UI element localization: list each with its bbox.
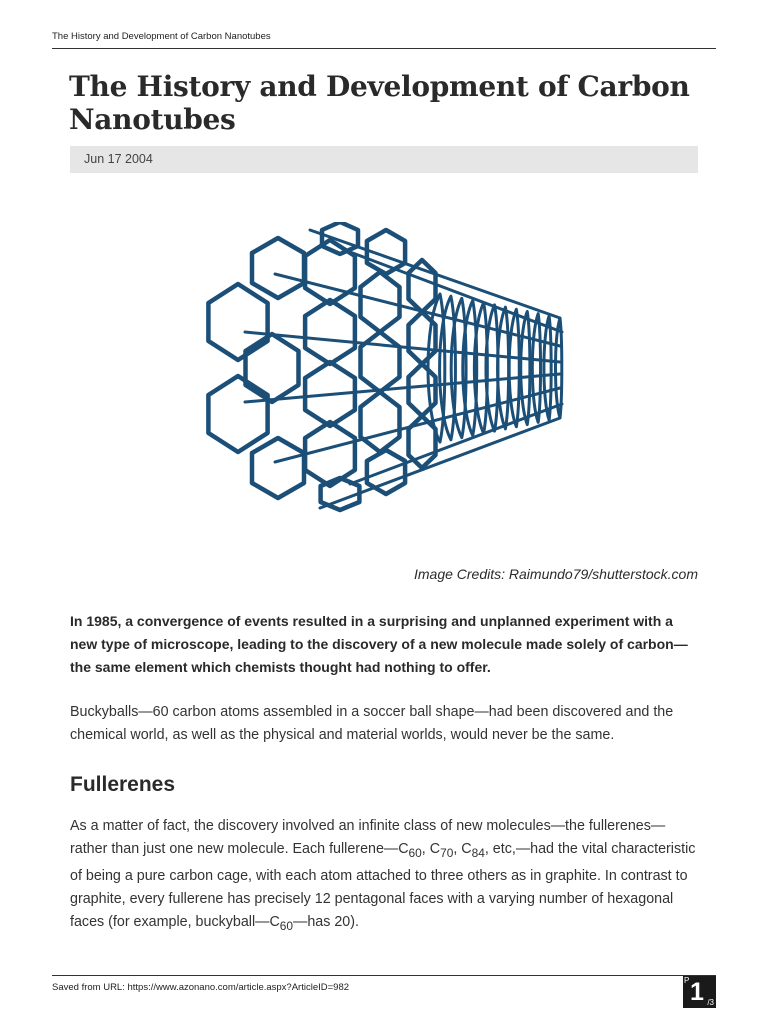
subscript-60-buckyball: 60 — [279, 918, 294, 933]
image-credit: Image Credits: Raimundo79/shutterstock.com — [413, 566, 698, 582]
page-number: 1 — [690, 978, 704, 1006]
saved-from-url: Saved from URL: https://www.azonano.com/article.aspx?ArticleID=982 — [52, 982, 350, 993]
date-bar — [70, 146, 698, 173]
page-number-badge — [683, 976, 716, 1008]
subscript-84: 84 — [471, 845, 485, 860]
header-divider — [52, 48, 716, 49]
subscript-60: 60 — [408, 845, 422, 860]
lead-paragraph: In 1985, a convergence of events resulted in a surprising and unplanned experiment with a new type of microscope, leading to the discovery of a new molecule made solely of carbon—the same element which chemists thought had nothing to offer. — [70, 613, 688, 675]
paragraph-buckyballs: Buckyballs—60 carbon atoms assembled in a soccer ball shape—had been discovered and the chemical world, as well as the physical and material worlds, would never be the same. — [70, 704, 674, 743]
page-total: /3 — [707, 998, 714, 1007]
subscript-70: 70 — [440, 845, 454, 860]
fullerenes-text-3: , C — [453, 841, 472, 857]
footer-divider — [52, 975, 716, 976]
article-date: Jun 17 2004 — [84, 152, 153, 166]
section-heading-fullerenes: Fullerenes — [70, 773, 176, 796]
running-header-title: The History and Development of Carbon Nanotubes — [52, 31, 271, 42]
page-prefix: P — [684, 976, 690, 985]
fullerenes-text-2: , C — [421, 841, 441, 857]
fullerenes-text-5: —has 20). — [293, 913, 359, 930]
article-title: The History and Development of Carbon Nanotubes — [69, 70, 690, 136]
fullerenes-text-4: , etc,—had the vital characteristic of being a pure carbon cage, with each atom attached to three others as in graphite. In contrast to graphite, every fullerene has precisely 12 pentagonal faces with a varying number of hexagonal faces (for example, buckyball—C — [70, 841, 696, 930]
carbon-nanotube-illustration — [200, 222, 572, 514]
paragraph-fullerenes — [70, 815, 702, 938]
fullerenes-text-1: As a matter of fact, the discovery involved an infinite class of new molecules—the fullerenes—rather than just one new molecule. Each fullerene—C — [70, 818, 666, 857]
